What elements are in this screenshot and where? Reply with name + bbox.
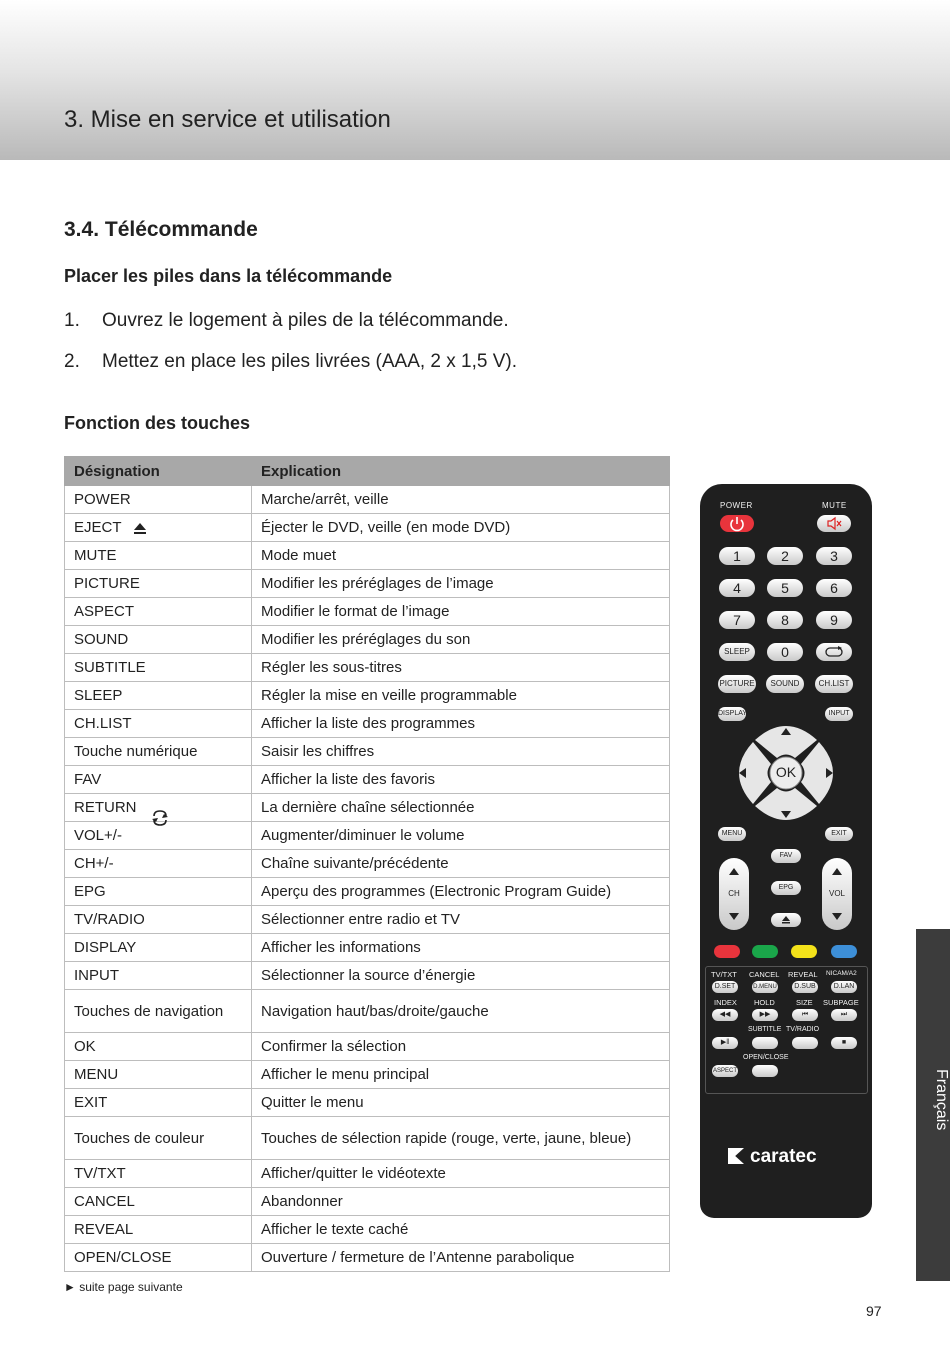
key-explanation: Sélectionner la source d’énergie [252, 962, 670, 990]
vol-label: VOL [828, 889, 845, 898]
key-explanation: Aperçu des programmes (Electronic Program Guide) [252, 878, 670, 906]
key-name: TV/RADIO [65, 906, 252, 934]
return-button [816, 643, 852, 661]
key-name: VOL+/- [65, 822, 252, 850]
key-name: OPEN/CLOSE [65, 1244, 252, 1272]
previous-button [792, 1009, 818, 1021]
key-name: FAV [65, 766, 252, 794]
step-text: Ouvrez le logement à piles de la télécommande. [102, 310, 509, 331]
key-explanation: Mode muet [252, 542, 670, 570]
ch-label: CH [728, 889, 740, 898]
table-row [65, 878, 670, 906]
green-button [752, 945, 778, 958]
digit-8-button: 8 [767, 611, 803, 629]
key-explanation: La dernière chaîne sélectionnée [252, 794, 670, 822]
language-tab [916, 929, 950, 1281]
key-explanation: Afficher/quitter le vidéotexte [252, 1160, 670, 1188]
key-explanation: Touches de sélection rapide (rouge, verte, jaune, bleue) [252, 1117, 670, 1160]
blue-button [831, 945, 857, 958]
tvradio-label: TV/RADIO [786, 1026, 820, 1033]
openclose-label: OPEN/CLOSE [743, 1054, 789, 1061]
key-name: ASPECT [65, 598, 252, 626]
power-button [720, 515, 754, 532]
digit-5-button: 5 [767, 579, 803, 597]
key-name: Touches de couleur [65, 1117, 252, 1160]
remote-control [700, 484, 872, 1218]
key-name: CH.LIST [65, 710, 252, 738]
key-explanation: Ouverture / fermeture de l’Antenne parabolique [252, 1244, 670, 1272]
brand-logo [728, 1146, 817, 1170]
language-label: Français [933, 1069, 950, 1131]
key-explanation: Modifier le format de l’image [252, 598, 670, 626]
table-row [65, 1117, 670, 1160]
key-explanation: Afficher les informations [252, 934, 670, 962]
batteries-heading: Placer les piles dans la télécommande [64, 266, 393, 286]
chapter-title: 3. Mise en service et utilisation [64, 106, 391, 133]
table-row [65, 486, 670, 514]
page-header [0, 0, 950, 160]
dsub-button: D.SUB [792, 981, 818, 993]
key-explanation: Abandonner [252, 1188, 670, 1216]
step-2 [64, 351, 517, 373]
key-name-cell [65, 514, 252, 542]
openclose-button [752, 1065, 778, 1077]
tvtxt-label: TV/TXT [711, 970, 737, 979]
key-name: DISPLAY [65, 934, 252, 962]
hold-label: HOLD [754, 998, 775, 1007]
key-name: MUTE [65, 542, 252, 570]
power-icon [720, 515, 754, 532]
key-name: EXIT [65, 1089, 252, 1117]
digit-6-button: 6 [816, 579, 852, 597]
eject-icon [771, 913, 801, 927]
key-name: POWER [65, 486, 252, 514]
table-row [65, 514, 670, 542]
chlist-button: CH.LIST [815, 675, 853, 693]
step-text: Mettez en place les piles livrées (AAA, 2 x 1,5 V). [102, 351, 518, 372]
key-name: MENU [65, 1061, 252, 1089]
sleep-button: SLEEP [719, 643, 755, 661]
key-name: EPG [65, 878, 252, 906]
key-name: RETURN [65, 794, 252, 822]
key-explanation: Régler la mise en veille programmable [252, 682, 670, 710]
key-explanation: Marche/arrêt, veille [252, 486, 670, 514]
table-row [65, 906, 670, 934]
table-row [65, 654, 670, 682]
next-icon: ⏭ [840, 1011, 848, 1018]
step-1 [64, 310, 509, 332]
section-title: 3.4. Télécommande [64, 218, 258, 241]
red-button [714, 945, 740, 958]
digit-4-button: 4 [719, 579, 755, 597]
key-explanation: Chaîne suivante/précédente [252, 850, 670, 878]
table-row [65, 1244, 670, 1272]
mute-button [817, 515, 851, 532]
play-pause-icon: ▶‖ [720, 1039, 730, 1046]
picture-button: PICTURE [718, 675, 756, 693]
table-row [65, 1160, 670, 1188]
rewind-icon: ◀◀ [719, 1011, 731, 1018]
key-name: CH+/- [65, 850, 252, 878]
return-icon [150, 808, 170, 828]
key-explanation: Afficher le menu principal [252, 1061, 670, 1089]
aspect-button: ASPECT [712, 1065, 738, 1077]
dset-button: D.SET [712, 981, 738, 993]
key-explanation: Afficher la liste des favoris [252, 766, 670, 794]
dmenu-button: D.MENU [752, 981, 778, 993]
key-name: SLEEP [65, 682, 252, 710]
index-label: INDEX [714, 998, 737, 1007]
key-name: INPUT [65, 962, 252, 990]
key-name: OK [65, 1033, 252, 1061]
table-row [65, 626, 670, 654]
key-explanation: Modifier les préréglages du son [252, 626, 670, 654]
digit-0-button: 0 [767, 643, 803, 661]
brand-logo-icon [728, 1148, 744, 1164]
table-row [65, 598, 670, 626]
eject-icon [134, 523, 146, 534]
exit-button: EXIT [825, 827, 853, 841]
digit-7-button: 7 [719, 611, 755, 629]
subpage-label: SUBPAGE [823, 998, 859, 1007]
continued-note: ► suite page suivante [64, 1280, 183, 1294]
subtitle-button [752, 1037, 778, 1049]
step-number: 2. [64, 351, 80, 372]
key-name: SUBTITLE [65, 654, 252, 682]
menu-button: MENU [718, 827, 746, 841]
epg-button: EPG [771, 881, 801, 895]
table-row [65, 1216, 670, 1244]
power-label: POWER [720, 501, 753, 510]
key-explanation: Afficher le texte caché [252, 1216, 670, 1244]
table-row [65, 766, 670, 794]
key-name: Touche numérique [65, 738, 252, 766]
subtitle-label: SUBTITLE [748, 1026, 782, 1033]
key-explanation: Quitter le menu [252, 1089, 670, 1117]
table-header-row [65, 457, 670, 486]
column-header: Désignation [65, 457, 252, 486]
rewind-button [712, 1009, 738, 1021]
table-row [65, 542, 670, 570]
table-row [65, 1089, 670, 1117]
table-row [65, 934, 670, 962]
next-button [831, 1009, 857, 1021]
stop-button [831, 1037, 857, 1049]
key-explanation: Saisir les chiffres [252, 738, 670, 766]
digit-3-button: 3 [816, 547, 852, 565]
sound-button: SOUND [766, 675, 804, 693]
reveal-label: REVEAL [788, 970, 818, 979]
key-explanation: Navigation haut/bas/droite/gauche [252, 990, 670, 1033]
table-row [65, 710, 670, 738]
key-name: SOUND [65, 626, 252, 654]
key-name: Touches de navigation [65, 990, 252, 1033]
dlan-button: D.LAN [831, 981, 857, 993]
fav-button: FAV [771, 849, 801, 863]
table-row [65, 990, 670, 1033]
table-row [65, 1033, 670, 1061]
teletext-dvd-panel [705, 966, 868, 1094]
size-label: SIZE [796, 998, 813, 1007]
digit-1-button: 1 [719, 547, 755, 565]
column-header: Explication [252, 457, 670, 486]
ok-button-label: OK [775, 764, 797, 780]
key-explanation: Régler les sous-titres [252, 654, 670, 682]
key-explanation: Afficher la liste des programmes [252, 710, 670, 738]
functions-heading: Fonction des touches [64, 413, 251, 433]
previous-icon: ⏮ [801, 1011, 809, 1018]
step-number: 1. [64, 310, 80, 331]
key-explanation: Modifier les préréglages de l’image [252, 570, 670, 598]
yellow-button [791, 945, 817, 958]
digit-9-button: 9 [816, 611, 852, 629]
brand-name: caratec [750, 1146, 817, 1167]
key-explanation: Sélectionner entre radio et TV [252, 906, 670, 934]
cancel-label: CANCEL [749, 970, 780, 979]
fast-forward-icon: ▶▶ [759, 1011, 771, 1018]
key-name: REVEAL [65, 1216, 252, 1244]
display-button: DISPLAY [718, 707, 746, 721]
tvradio-button [792, 1037, 818, 1049]
functions-table [64, 456, 670, 1272]
input-button: INPUT [825, 707, 853, 721]
digit-2-button: 2 [767, 547, 803, 565]
table-row [65, 1188, 670, 1216]
play-pause-button [712, 1037, 738, 1049]
fast-forward-button [752, 1009, 778, 1021]
key-name: PICTURE [65, 570, 252, 598]
key-name: CANCEL [65, 1188, 252, 1216]
mute-icon [817, 515, 851, 532]
key-explanation: Confirmer la sélection [252, 1033, 670, 1061]
stop-icon: ■ [841, 1039, 847, 1046]
eject-button [771, 913, 801, 927]
return-icon [816, 643, 852, 661]
table-row [65, 682, 670, 710]
mute-label: MUTE [822, 501, 847, 510]
key-explanation: Augmenter/diminuer le volume [252, 822, 670, 850]
table-row [65, 738, 670, 766]
table-row [65, 570, 670, 598]
page-number: 97 [866, 1303, 882, 1319]
key-name: TV/TXT [65, 1160, 252, 1188]
key-name: EJECT [74, 519, 122, 536]
table-row [65, 962, 670, 990]
table-row [65, 850, 670, 878]
key-explanation: Éjecter le DVD, veille (en mode DVD) [252, 514, 670, 542]
table-row [65, 1061, 670, 1089]
nicam-label: NICAM/A2 [826, 970, 857, 977]
